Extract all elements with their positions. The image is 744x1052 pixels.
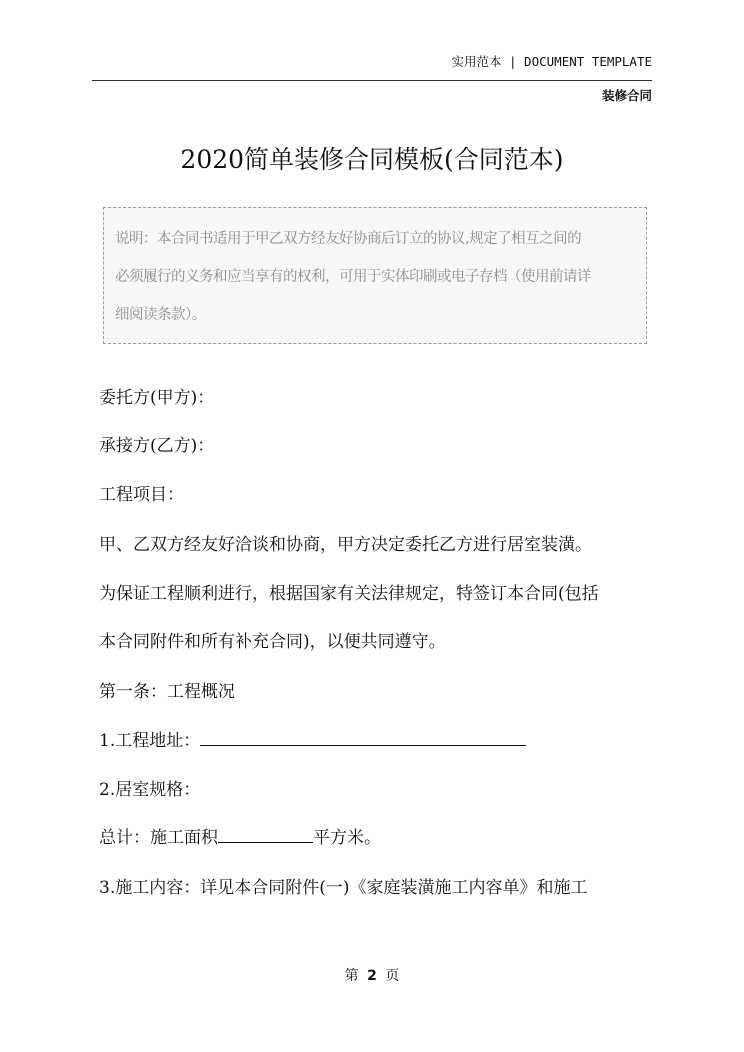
room-spec-line: 2.居室规格： (99, 780, 201, 800)
note-box (103, 207, 647, 344)
header-top-line: 实用范本 | DOCUMENT TEMPLATE (451, 54, 652, 69)
article-1-heading: 第一条：工程概况 (99, 682, 235, 702)
construction-content-line: 3.施工内容：详见本合同附件(一)《家庭装潢施工内容单》和施工 (99, 878, 588, 898)
area-blank (218, 828, 313, 843)
total-suffix: 平方米。 (313, 828, 381, 848)
total-prefix: 总计：施工面积 (99, 828, 218, 848)
party-b-line: 承接方(乙方)： (99, 436, 215, 456)
address-line (99, 726, 526, 751)
total-area-line (99, 823, 381, 848)
intro-line: 为保证工程顺利进行，根据国家有关法律规定，特签订本合同(包括 (99, 584, 599, 604)
footer-prefix: 第 (344, 968, 359, 984)
party-a-line: 委托方(甲方)： (99, 388, 215, 408)
header-category: 装修合同 (601, 88, 652, 103)
page-footer (0, 965, 744, 985)
intro-line: 甲、乙双方经友好洽谈和协商，甲方决定委托乙方进行居室装潢。 (99, 535, 592, 555)
note-line: 必须履行的义务和应当享有的权利，可用于实体印刷或电子存档（使用前请详 (115, 269, 591, 285)
address-blank (200, 731, 526, 746)
note-line: 细阅读条款）。 (115, 307, 206, 323)
project-line: 工程项目： (99, 485, 184, 505)
page-number: 2 (367, 968, 377, 984)
footer-suffix: 页 (385, 968, 400, 984)
document-title: 2020简单装修合同模板(合同范本) (180, 145, 564, 174)
intro-line: 本合同附件和所有补充合同)，以便共同遵守。 (99, 632, 446, 652)
note-line: 说明：本合同书适用于甲乙双方经友好协商后订立的协议,规定了相互之间的 (115, 231, 582, 247)
address-label: 1.工程地址： (99, 731, 201, 751)
header-rule (92, 80, 652, 81)
